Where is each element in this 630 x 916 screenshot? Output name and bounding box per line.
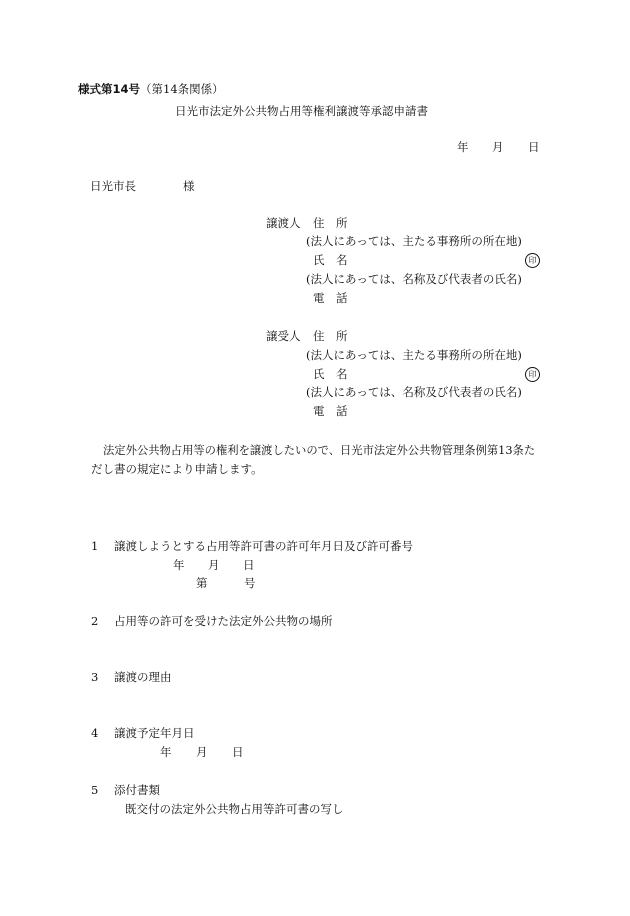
date-day: 日 — [528, 140, 540, 154]
transferee-role: 譲受人 — [266, 329, 301, 343]
page-title: 日光市法定外公共物占用等権利譲渡等承認申請書 — [175, 104, 428, 118]
item-4-day: 日 — [232, 745, 244, 759]
transferee-phone-label: 電 話 — [313, 404, 348, 418]
item-1-month: 月 — [208, 558, 220, 572]
item-5-number: 5 — [91, 783, 99, 797]
item-1-label: 譲渡しようとする占用等許可書の許可年月日及び許可番号 — [114, 539, 413, 553]
transferor-phone-label: 電 話 — [313, 291, 348, 305]
item-5-label: 添付書類 — [114, 783, 160, 797]
item-5-detail: 既交付の法定外公共物占用等許可書の写し — [125, 802, 344, 816]
item-3-number: 3 — [91, 670, 99, 684]
transferor-address-label: 住 所 — [313, 216, 348, 230]
transferor-role: 譲渡人 — [266, 216, 301, 230]
form-relation: （第14条関係） — [140, 82, 224, 96]
item-1-no-suffix: 号 — [244, 576, 256, 590]
item-1-number: 1 — [91, 539, 99, 553]
item-4-label: 譲渡予定年月日 — [114, 726, 195, 740]
date-year: 年 — [457, 140, 469, 154]
transferor-name-label: 氏 名 — [313, 253, 348, 267]
item-2-label: 占用等の許可を受けた法定外公共物の場所 — [114, 614, 333, 628]
item-1-year: 年 — [173, 558, 185, 572]
transferor-name-note: (法人にあっては、名称及び代表者の氏名) — [306, 272, 522, 286]
form-number: 様式第14号 — [78, 82, 141, 96]
transferee-seal: 印 — [525, 367, 540, 382]
transferee-address-label: 住 所 — [313, 329, 348, 343]
item-1-day: 日 — [243, 558, 255, 572]
addressee-name: 日光市長 — [90, 179, 136, 193]
transferee-address-note: (法人にあっては、主たる事務所の所在地) — [306, 348, 522, 362]
item-1-no-prefix: 第 — [196, 576, 208, 590]
addressee-honorific: 様 — [183, 179, 195, 193]
transferee-name-note: (法人にあっては、名称及び代表者の氏名) — [306, 385, 522, 399]
item-4-month: 月 — [196, 745, 208, 759]
transferee-name-label: 氏 名 — [313, 367, 348, 381]
form-header — [78, 84, 224, 96]
transferor-address-note: (法人にあっては、主たる事務所の所在地) — [306, 234, 522, 248]
item-3-label: 譲渡の理由 — [114, 670, 172, 684]
item-4-number: 4 — [91, 726, 99, 740]
item-4-year: 年 — [160, 745, 172, 759]
item-2-number: 2 — [91, 614, 99, 628]
transferor-seal: 印 — [525, 253, 540, 268]
date-month: 月 — [492, 140, 504, 154]
body-line-2: だし書の規定により申請します。 — [91, 462, 263, 476]
body-line-1: 法定外公共物占用等の権利を譲渡したいので、日光市法定外公共物管理条例第13条た — [103, 444, 536, 457]
